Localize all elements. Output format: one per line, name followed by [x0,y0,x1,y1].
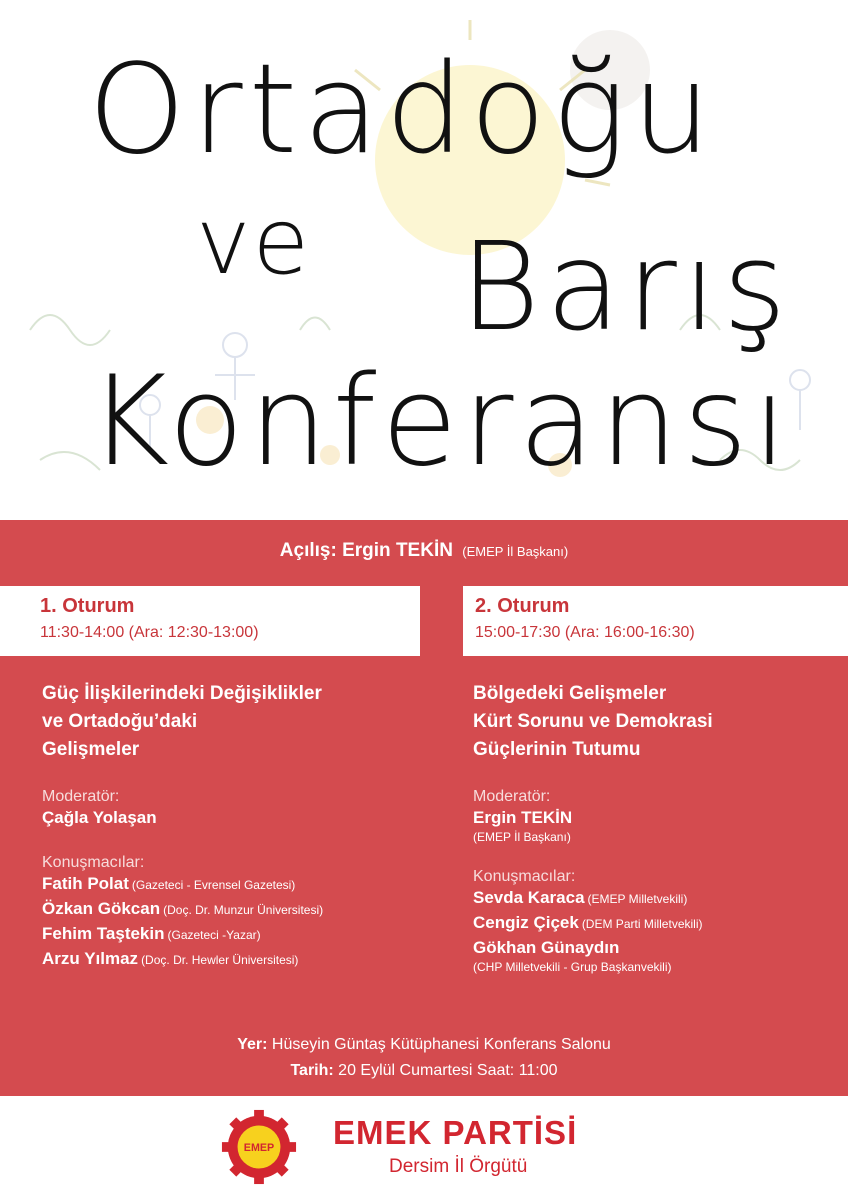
title-line-3: Barış [460,216,793,358]
topic-line: Gelişmeler [42,739,140,760]
opening-name: Ergin TEKİN [342,540,453,561]
party-name: EMEK PARTİSİ [333,1114,578,1151]
moderator-name: Ergin TEKİN [473,808,573,827]
organization-name: Dersim İl Örgütü [389,1156,528,1177]
topic-line: Bölgedeki Gelişmeler [473,683,667,704]
topic-line: Güç İlişkilerindeki Değişiklikler [42,683,322,704]
logo-text: EMEP [243,1141,275,1154]
speaker-role: (Doç. Dr. Munzur Üniversitesi) [163,903,324,917]
speaker-role: (Gazeteci -Yazar) [167,928,261,942]
topic-line: ve Ortadoğu’daki [42,711,198,732]
moderator-role: (EMEP İl Başkanı) [473,830,571,844]
speakers-label: Konuşmacılar: [42,854,145,871]
speaker-name: Özkan Gökcan [42,899,161,918]
session-2-number: 2. Oturum [475,595,570,617]
session-2-time: 15:00-17:30 (Ara: 16:00-16:30) [475,624,695,641]
venue-info [0,1032,848,1084]
opening-label: Açılış: [279,540,337,561]
speaker-role: (CHP Milletvekili - Grup Başkanvekili) [473,960,672,974]
speaker-name: Gökhan Günaydın [473,938,620,957]
speaker-role: (Gazeteci - Evrensel Gazetesi) [131,878,296,892]
speaker-item [42,922,432,947]
speaker-item [42,897,432,922]
session-2-details [473,680,843,976]
speaker-name: Arzu Yılmaz [42,949,139,968]
speakers-label: Konuşmacılar: [473,868,576,885]
session-2-topic [473,680,843,764]
speaker-name: Cengiz Çiçek [473,913,579,932]
speaker-item [473,886,843,911]
opening-line [0,540,848,562]
speaker-item [473,911,843,936]
title-line-1: Ortadoğu [88,38,717,182]
session-1-time: 11:30-14:00 (Ara: 12:30-13:00) [40,624,259,641]
moderator-label: Moderatör: [473,788,551,805]
session-1-header [0,586,420,656]
topic-line: Kürt Sorunu ve Demokrasi [473,711,713,732]
venue-date [0,1058,848,1084]
speaker-name: Sevda Karaca [473,888,585,907]
date-value: 20 Eylül Cumartesi Saat: 11:00 [338,1062,558,1079]
speaker-role: (DEM Parti Milletvekili) [581,917,703,931]
opening-role: (EMEP İl Başkanı) [462,544,569,559]
speaker-role: (EMEP Milletvekili) [587,892,688,906]
place-label: Yer: [237,1036,268,1053]
speaker-item [42,872,432,897]
session-1-topic [42,680,432,764]
moderator-label: Moderatör: [42,788,120,805]
session-1-number: 1. Oturum [40,595,135,617]
date-label: Tarih: [290,1062,334,1079]
emep-gear-logo [220,1108,298,1186]
speaker-role: (Doç. Dr. Hewler Üniversitesi) [141,953,299,967]
session-1-details [42,680,432,972]
topic-line: Güçlerinin Tutumu [473,739,641,760]
title-line-4: Konferansı [88,350,793,494]
title-line-2: ve [196,188,312,295]
place-value: Hüseyin Güntaş Kütüphanesi Konferans Salonu [271,1036,611,1053]
speaker-name: Fatih Polat [42,874,129,893]
session-2-header [463,586,848,656]
venue-place [0,1032,848,1058]
speaker-item [42,947,432,972]
speaker-name: Fehim Taştekin [42,924,165,943]
moderator-name: Çağla Yolaşan [42,808,157,827]
speaker-item [473,936,843,960]
